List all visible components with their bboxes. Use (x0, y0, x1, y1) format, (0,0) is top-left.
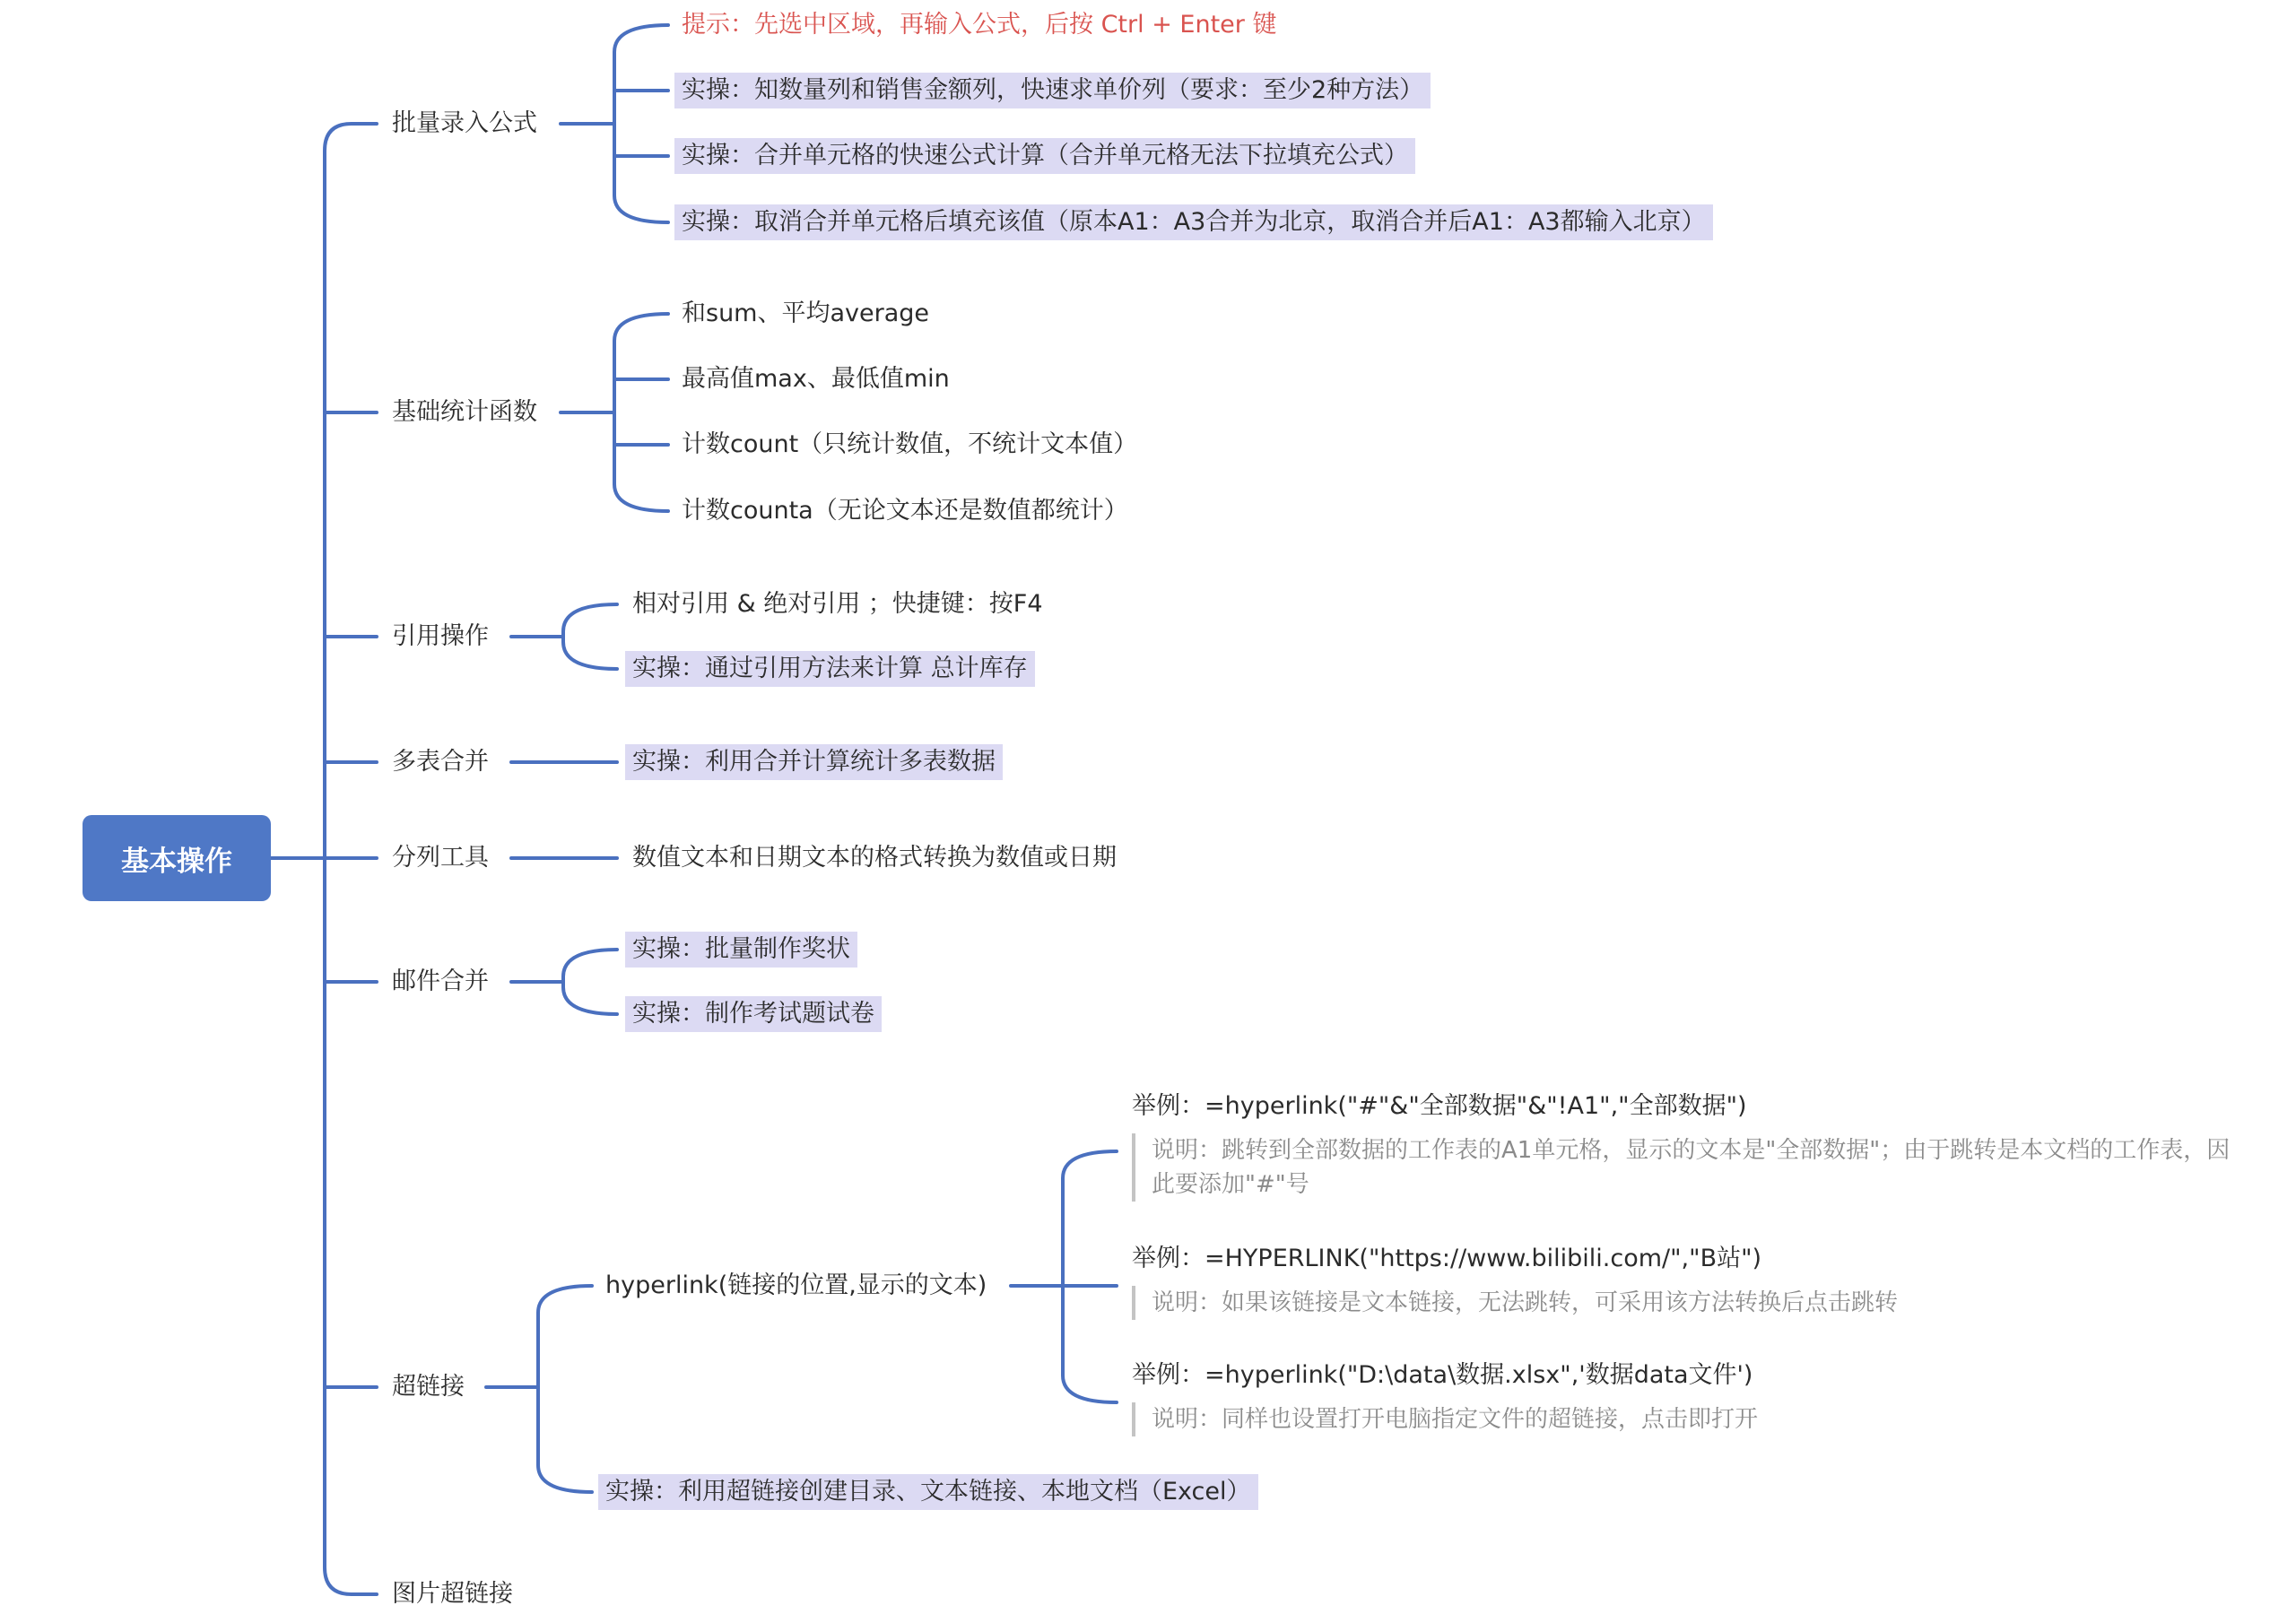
leaf-node[interactable]: 和sum、平均average (682, 299, 930, 327)
branch-basic-stats[interactable]: 基础统计函数 (392, 398, 537, 426)
practice-node[interactable]: 实操：利用合并计算统计多表数据 (625, 744, 1003, 780)
leaf-node[interactable]: 计数counta（无论文本还是数值都统计） (682, 497, 1128, 525)
branch-image-hyperlink[interactable]: 图片超链接 (392, 1580, 513, 1608)
practice-node[interactable]: 实操：合并单元格的快速公式计算（合并单元格无法下拉填充公式） (674, 138, 1415, 174)
leaf-node[interactable]: 数值文本和日期文本的格式转换为数值或日期 (632, 844, 1117, 872)
example-node[interactable]: 举例：=hyperlink("D:\data\数据.xlsx",'数据data文件') (1132, 1361, 1753, 1389)
tip-node[interactable]: 提示：先选中区域，再输入公式，后按 Ctrl + Enter 键 (682, 11, 1277, 39)
note-node: 说明：跳转到全部数据的工作表的A1单元格，显示的文本是"全部数据"；由于跳转是本文档的工作表，因此要添加"#"号 (1132, 1133, 2246, 1202)
practice-node[interactable]: 实操：制作考试题试卷 (625, 996, 882, 1032)
practice-node[interactable]: 实操：通过引用方法来计算 总计库存 (625, 651, 1035, 687)
hyperlink-function-node[interactable]: hyperlink(链接的位置,显示的文本) (605, 1271, 987, 1299)
practice-node[interactable]: 实操：利用超链接创建目录、文本链接、本地文档（Excel） (598, 1474, 1258, 1510)
branch-multi-sheet-merge[interactable]: 多表合并 (392, 748, 489, 776)
leaf-node[interactable]: 最高值max、最低值min (682, 365, 950, 393)
example-node[interactable]: 举例：=HYPERLINK("https://www.bilibili.com/","B站") (1132, 1245, 1762, 1272)
practice-node[interactable]: 实操：取消合并单元格后填充该值（原本A1：A3合并为北京，取消合并后A1：A3都输入北京） (674, 204, 1713, 240)
root-node[interactable]: 基本操作 (83, 815, 271, 901)
practice-node[interactable]: 实操：知数量列和销售金额列，快速求单价列（要求：至少2种方法） (674, 73, 1431, 108)
note-node: 说明：如果该链接是文本链接，无法跳转，可采用该方法转换后点击跳转 (1132, 1286, 2228, 1320)
example-node[interactable]: 举例：=hyperlink("#"&"全部数据"&"!A1","全部数据") (1132, 1092, 1747, 1120)
branch-mail-merge[interactable]: 邮件合并 (392, 968, 489, 995)
branch-reference[interactable]: 引用操作 (392, 622, 489, 650)
practice-node[interactable]: 实操：批量制作奖状 (625, 932, 857, 968)
branch-text-to-columns[interactable]: 分列工具 (392, 844, 489, 872)
leaf-node[interactable]: 计数count（只统计数值，不统计文本值） (682, 430, 1138, 458)
leaf-node[interactable]: 相对引用 & 绝对引用 ；快捷键：按F4 (632, 590, 1043, 618)
note-node: 说明：同样也设置打开电脑指定文件的超链接，点击即打开 (1132, 1402, 2228, 1436)
branch-hyperlink[interactable]: 超链接 (392, 1373, 465, 1401)
branch-batch-formula[interactable]: 批量录入公式 (392, 109, 537, 137)
